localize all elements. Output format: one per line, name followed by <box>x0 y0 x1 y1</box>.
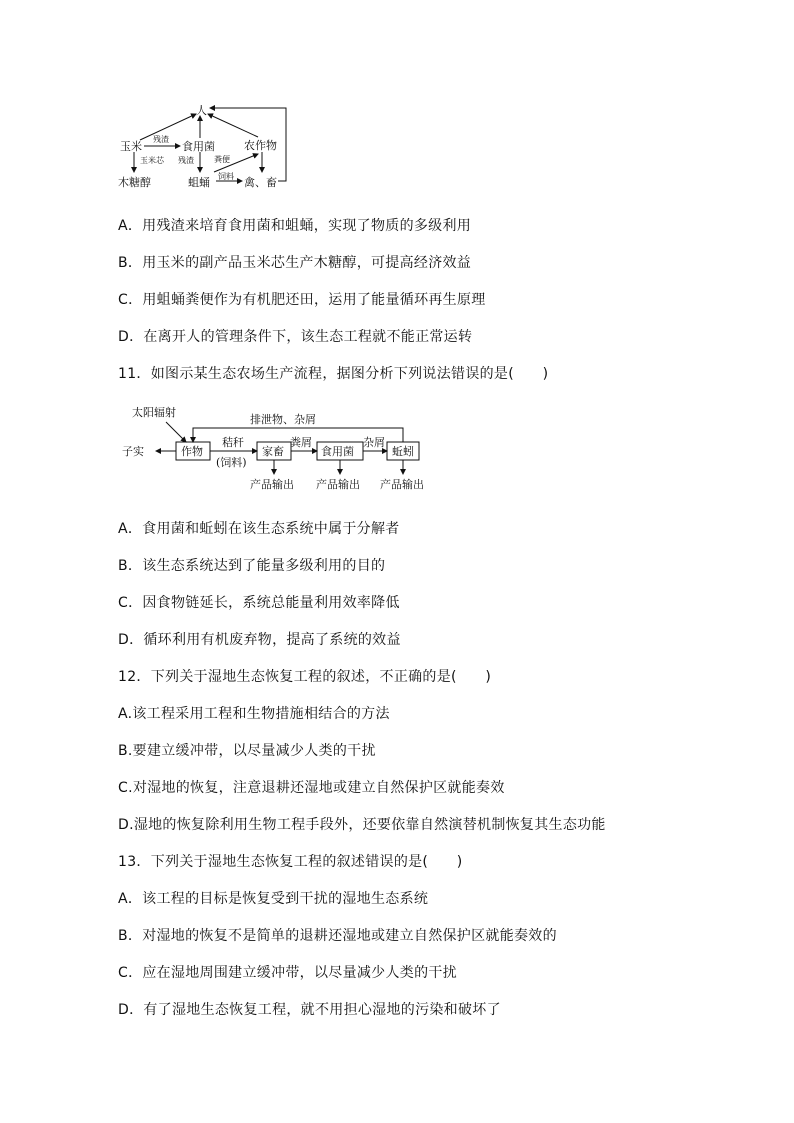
arrow-crops-person <box>208 114 258 137</box>
q11-option-a: A．食用菌和蚯蚓在该生态系统中属于分解者 <box>118 521 400 537</box>
q13-option-d: D．有了湿地生态恢复工程，就不用担心湿地的污染和破坏了 <box>118 1002 501 1018</box>
edge-feed: 饲料 <box>218 172 234 181</box>
q13-option-a: A．该工程的目标是恢复受到干扰的湿地生态系统 <box>118 891 429 907</box>
arrow-sun-crop <box>166 422 186 442</box>
q12-option-c: C.对湿地的恢复，注意退耕还湿地或建立自然保护区就能奏效 <box>118 780 505 796</box>
q11-stem: 11．如图示某生态农场生产流程，据图分析下列说法错误的是( ) <box>118 366 549 382</box>
node-crops: 农作物 <box>244 139 277 152</box>
node-mushroom: 食用菌 <box>182 140 215 153</box>
label-top-waste: 排泄物、杂屑 <box>250 413 316 426</box>
label-debris: 杂屑 <box>363 436 385 449</box>
eco-farm-flow-diagram <box>118 402 438 494</box>
q11-option-d: D．循环利用有机废弃物，提高了系统的效益 <box>118 632 401 648</box>
label-feed: (饲料) <box>216 456 247 469</box>
node-person: 人 <box>196 104 207 117</box>
label-output-1: 产品输出 <box>250 478 294 491</box>
node-corn: 玉米 <box>120 140 142 153</box>
q10-option-c: C．用蛆蛹粪便作为有机肥还田，运用了能量循环再生原理 <box>118 292 486 308</box>
edge-residue2: 残渣 <box>178 156 194 165</box>
node-maggot: 蛆蛹 <box>188 176 210 189</box>
label-output-2: 产品输出 <box>316 478 360 491</box>
label-crop: 作物 <box>181 445 203 458</box>
corn-ecosystem-diagram <box>118 102 293 190</box>
q10-option-a: A．用残渣来培育食用菌和蛆蛹，实现了物质的多级利用 <box>118 218 472 234</box>
label-seeds: 子实 <box>122 445 144 458</box>
label-straw: 秸秆 <box>222 436 244 449</box>
node-livestock: 禽、畜 <box>244 176 277 189</box>
edge-manure: 粪便 <box>214 155 230 164</box>
q12-option-b: B.要建立缓冲带，以尽量减少人类的干扰 <box>118 743 376 759</box>
label-output-3: 产品输出 <box>380 478 424 491</box>
q10-option-d: D．在离开人的管理条件下，该生态工程就不能正常运转 <box>118 329 473 345</box>
q12-option-a: A.该工程采用工程和生物措施相结合的方法 <box>118 706 390 722</box>
label-manure: 粪屑 <box>290 436 312 449</box>
label-mushroom: 食用菌 <box>321 445 354 458</box>
label-sun: 太阳辐射 <box>132 406 176 419</box>
label-earthworm: 蚯蚓 <box>392 445 414 458</box>
label-livestock: 家畜 <box>262 445 284 458</box>
q11-option-c: C．因食物链延长，系统总能量利用效率降低 <box>118 595 400 611</box>
node-xylitol: 木糖醇 <box>118 176 151 189</box>
q13-option-b: B．对湿地的恢复不是简单的退耕还湿地或建立自然保护区就能奏效的 <box>118 928 557 944</box>
q12-stem: 12．下列关于湿地生态恢复工程的叙述，不正确的是( ) <box>118 669 492 685</box>
q13-option-c: C．应在湿地周围建立缓冲带，以尽量减少人类的干扰 <box>118 965 457 981</box>
edge-residue1: 残渣 <box>153 135 169 144</box>
q13-stem: 13．下列关于湿地生态恢复工程的叙述错误的是( ) <box>118 854 463 870</box>
edge-corncob: 玉米芯 <box>140 156 164 165</box>
q12-option-d: D.湿地的恢复除利用生物工程手段外，还要依靠自然演替机制恢复其生态功能 <box>118 817 606 833</box>
q11-option-b: B．该生态系统达到了能量多级利用的目的 <box>118 558 386 574</box>
q10-option-b: B．用玉米的副产品玉米芯生产木糖醇，可提高经济效益 <box>118 255 472 271</box>
